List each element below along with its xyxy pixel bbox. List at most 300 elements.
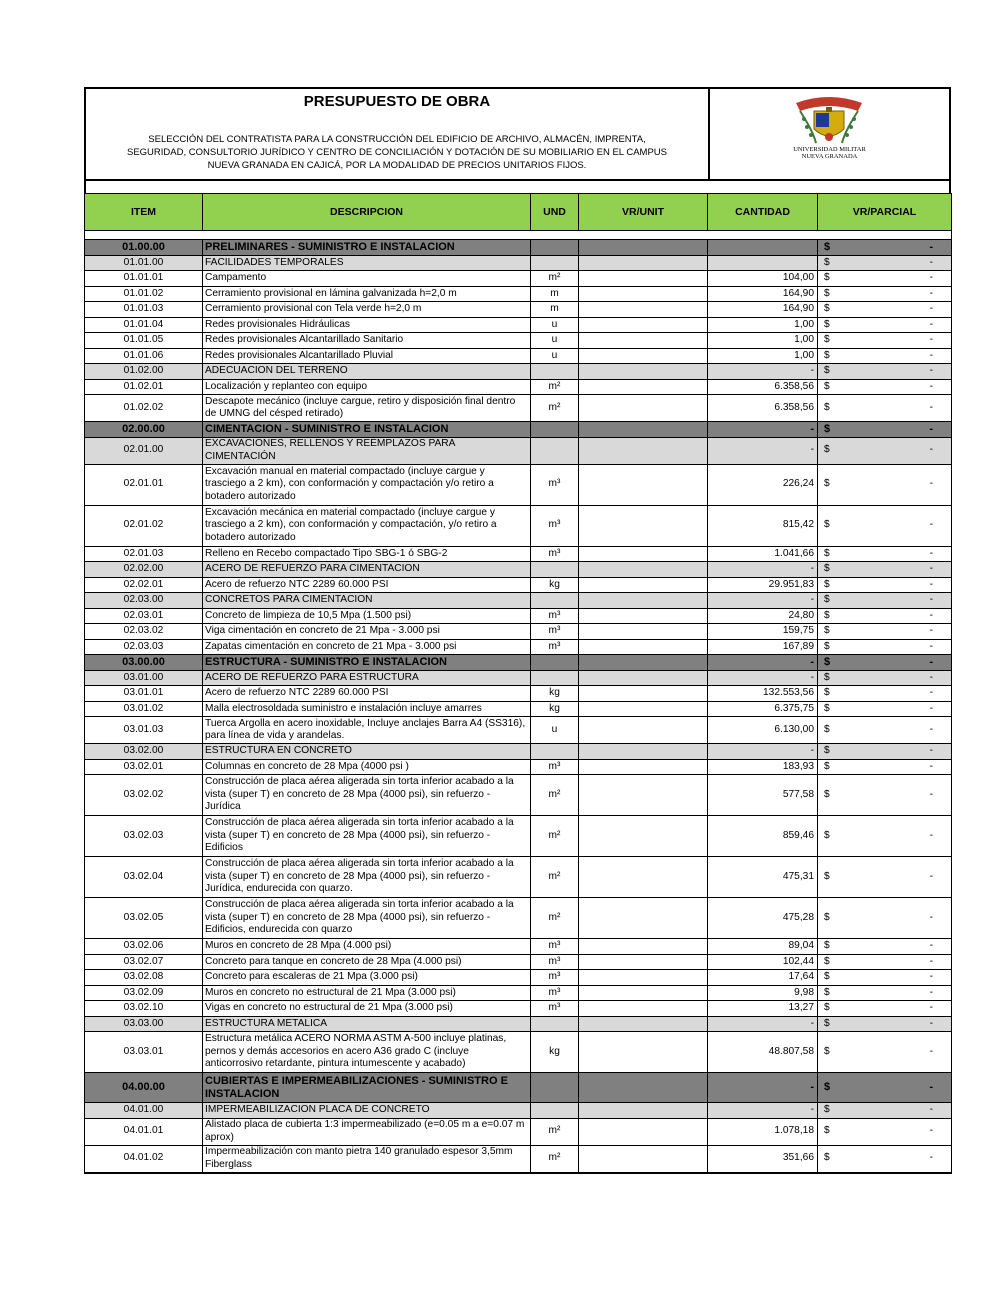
row-quantity: 1,00	[708, 348, 818, 364]
row-description: CONCRETOS PARA CIMENTACION	[203, 593, 531, 609]
currency-symbol: $	[824, 687, 830, 698]
row-partial-value	[818, 954, 952, 970]
table-row	[85, 546, 952, 562]
currency-symbol: $	[824, 256, 830, 268]
row-partial-value	[818, 655, 952, 671]
row-description: ACERO DE REFUERZO PARA ESTRUCTURA	[203, 670, 531, 686]
partial-amount: -	[929, 1002, 933, 1013]
partial-amount: -	[929, 640, 933, 652]
partial-amount: -	[929, 318, 933, 330]
row-partial-value	[818, 333, 952, 349]
partial-amount: -	[929, 745, 933, 756]
row-quantity: 24,80	[708, 608, 818, 624]
row-quantity: 102,44	[708, 954, 818, 970]
row-unit-value	[579, 593, 708, 609]
row-description: Malla electrosoldada suministro e instalación incluye amarres	[203, 701, 531, 717]
currency-symbol: $	[824, 911, 830, 923]
row-unit-value	[579, 775, 708, 816]
row-item-code: 02.01.03	[85, 546, 203, 562]
currency-symbol: $	[824, 1017, 830, 1029]
partial-amount: -	[929, 1045, 933, 1057]
row-description: ADECUACION DEL TERRENO	[203, 364, 531, 380]
row-description: Redes provisionales Alcantarillado Pluvial	[203, 348, 531, 364]
row-partial-value	[818, 1073, 952, 1103]
currency-symbol: $	[824, 955, 830, 967]
row-description: Cerramiento provisional con Tela verde h=2,0 m	[203, 302, 531, 318]
row-unit: m³	[531, 624, 579, 640]
row-unit: m	[531, 302, 579, 318]
row-unit-value	[579, 857, 708, 898]
logo-line-2: NUEVA GRANADA	[801, 153, 858, 160]
table-row	[85, 985, 952, 1001]
row-description: Cerramiento provisional en lámina galvanizada h=2,0 m	[203, 286, 531, 302]
row-description: EXCAVACIONES, RELLENOS Y REEMPLAZOS PARA CIMENTACIÓN	[203, 437, 531, 464]
column-header-unit: UND	[531, 194, 579, 231]
row-partial-value	[818, 1032, 952, 1073]
partial-amount: -	[929, 349, 933, 361]
row-description: Relleno en Recebo compactado Tipo SBG-1 ó SBG-2	[203, 546, 531, 562]
table-row	[85, 1016, 952, 1032]
row-quantity: -	[708, 744, 818, 760]
partial-amount: -	[929, 401, 933, 413]
row-item-code: 02.01.02	[85, 505, 203, 546]
row-quantity: 6.358,56	[708, 379, 818, 395]
row-unit: m²	[531, 816, 579, 857]
currency-symbol: $	[824, 986, 830, 998]
table-row	[85, 577, 952, 593]
row-description: ESTRUCTURA METALICA	[203, 1016, 531, 1032]
subtitle-line: NUEVA GRANADA EN CAJICÁ, POR LA MODALIDAD DE PRECIOS UNITARIOS FIJOS.	[207, 160, 587, 171]
row-partial-value	[818, 624, 952, 640]
header-gap-row	[85, 231, 952, 240]
budget-rows	[85, 240, 952, 1173]
currency-symbol: $	[824, 272, 830, 283]
row-item-code: 03.02.00	[85, 744, 203, 760]
partial-amount: -	[929, 256, 933, 268]
row-unit	[531, 437, 579, 464]
table-row	[85, 255, 952, 271]
row-quantity: 104,00	[708, 271, 818, 287]
row-partial-value	[818, 546, 952, 562]
row-item-code: 02.02.00	[85, 562, 203, 578]
row-description: Vigas en concreto no estructural de 21 Mpa (3.000 psi)	[203, 1001, 531, 1017]
currency-symbol: $	[824, 745, 830, 756]
row-description: Concreto para tanque en concreto de 28 Mpa (4.000 psi)	[203, 954, 531, 970]
row-unit	[531, 562, 579, 578]
currency-symbol: $	[824, 671, 830, 683]
row-partial-value	[818, 759, 952, 775]
row-unit: m²	[531, 857, 579, 898]
row-item-code: 02.03.02	[85, 624, 203, 640]
row-unit-value	[579, 1145, 708, 1173]
row-partial-value	[818, 255, 952, 271]
row-unit: u	[531, 333, 579, 349]
row-unit	[531, 670, 579, 686]
budget-sheet	[84, 87, 951, 1174]
header-spacer	[84, 181, 951, 193]
table-row	[85, 562, 952, 578]
row-description: Alistado placa de cubierta 1:3 impermeabilizado (e=0.05 m a e=0.07 m aprox)	[203, 1118, 531, 1145]
row-quantity: 351,66	[708, 1145, 818, 1173]
row-item-code: 01.01.00	[85, 255, 203, 271]
partial-amount: -	[929, 423, 933, 435]
row-quantity	[708, 255, 818, 271]
row-partial-value	[818, 422, 952, 438]
row-unit	[531, 364, 579, 380]
partial-amount: -	[929, 609, 933, 621]
currency-symbol: $	[824, 594, 830, 605]
partial-amount: -	[929, 1125, 933, 1137]
row-unit-value	[579, 1032, 708, 1073]
partial-amount: -	[929, 380, 933, 392]
table-row	[85, 395, 952, 422]
currency-symbol: $	[824, 609, 830, 621]
row-item-code: 03.02.01	[85, 759, 203, 775]
row-description: IMPERMEABILIZACION PLACA DE CONCRETO	[203, 1103, 531, 1119]
row-quantity: 1.041,66	[708, 546, 818, 562]
row-unit-value	[579, 317, 708, 333]
partial-amount: -	[929, 702, 933, 714]
table-row	[85, 655, 952, 671]
document-subtitle	[92, 133, 702, 172]
row-item-code: 03.02.07	[85, 954, 203, 970]
partial-amount: -	[929, 1017, 933, 1029]
row-unit: m²	[531, 775, 579, 816]
currency-symbol: $	[824, 1152, 830, 1164]
table-row	[85, 364, 952, 380]
row-item-code: 04.01.01	[85, 1118, 203, 1145]
row-partial-value	[818, 970, 952, 986]
row-partial-value	[818, 701, 952, 717]
table-row	[85, 593, 952, 609]
row-unit: kg	[531, 701, 579, 717]
currency-symbol: $	[824, 519, 830, 531]
row-partial-value	[818, 639, 952, 655]
row-unit	[531, 744, 579, 760]
row-description: Excavación manual en material compactado (incluye cargue y trasciego a 2 km), con conformación y compactación y/o retiro a botadero autorizado	[203, 464, 531, 505]
row-unit-value	[579, 717, 708, 744]
row-description: Localización y replanteo con equipo	[203, 379, 531, 395]
row-partial-value	[818, 562, 952, 578]
row-item-code: 04.00.00	[85, 1073, 203, 1103]
table-row	[85, 954, 952, 970]
row-unit: m³	[531, 1001, 579, 1017]
currency-symbol: $	[824, 640, 830, 652]
row-quantity: 6.375,75	[708, 701, 818, 717]
table-header-row	[85, 194, 952, 231]
row-unit: m³	[531, 608, 579, 624]
row-unit	[531, 255, 579, 271]
currency-symbol: $	[824, 1045, 830, 1057]
partial-amount: -	[929, 940, 933, 951]
partial-amount: -	[929, 723, 933, 735]
row-unit-value	[579, 1073, 708, 1103]
partial-amount: -	[929, 547, 933, 559]
row-partial-value	[818, 686, 952, 702]
table-row	[85, 1103, 952, 1119]
row-quantity: -	[708, 1016, 818, 1032]
row-unit: m²	[531, 898, 579, 939]
row-unit: m	[531, 286, 579, 302]
partial-amount: -	[929, 444, 933, 456]
row-unit: m³	[531, 759, 579, 775]
row-partial-value	[818, 593, 952, 609]
row-unit: kg	[531, 577, 579, 593]
row-unit	[531, 655, 579, 671]
row-quantity: -	[708, 1103, 818, 1119]
row-unit: u	[531, 317, 579, 333]
currency-symbol: $	[824, 303, 830, 314]
row-item-code: 02.01.00	[85, 437, 203, 464]
row-item-code: 01.01.02	[85, 286, 203, 302]
row-description: Concreto para escaleras de 21 Mpa (3.000 psi)	[203, 970, 531, 986]
row-quantity: 164,90	[708, 286, 818, 302]
table-row	[85, 1032, 952, 1073]
row-description: Acero de refuerzo NTC 2289 60.000 PSI	[203, 686, 531, 702]
row-description: ACERO DE REFUERZO PARA CIMENTACION	[203, 562, 531, 578]
row-description: Concreto de limpieza de 10,5 Mpa (1.500 psi)	[203, 608, 531, 624]
row-quantity: 6.358,56	[708, 395, 818, 422]
partial-amount: -	[929, 870, 933, 882]
table-row	[85, 464, 952, 505]
subtitle-line: SELECCIÓN DEL CONTRATISTA PARA LA CONSTRUCCIÓN DEL EDIFICIO DE ARCHIVO, ALMACÉN, IMPRENTA,	[148, 134, 646, 145]
table-row	[85, 379, 952, 395]
table-row	[85, 670, 952, 686]
row-quantity: 89,04	[708, 939, 818, 955]
row-unit	[531, 593, 579, 609]
table-row	[85, 1073, 952, 1103]
row-unit-value	[579, 422, 708, 438]
currency-symbol: $	[824, 478, 830, 490]
row-quantity: -	[708, 655, 818, 671]
row-description: Excavación mecánica en material compactado (incluye cargue y trasciego a 2 km), con conformación y compactación, y/o retiro a botadero autorizado	[203, 505, 531, 546]
partial-amount: -	[929, 625, 933, 636]
row-description: Impermeabilización con manto pietra 140 granulado espesor 3,5mm Fiberglass	[203, 1145, 531, 1173]
row-partial-value	[818, 775, 952, 816]
table-row	[85, 639, 952, 655]
partial-amount: -	[929, 519, 933, 531]
row-unit	[531, 1103, 579, 1119]
partial-amount: -	[929, 272, 933, 283]
row-description: Muros en concreto de 28 Mpa (4.000 psi)	[203, 939, 531, 955]
column-header-partial-value: VR/PARCIAL	[818, 194, 952, 231]
currency-symbol: $	[824, 829, 830, 841]
row-item-code: 02.01.01	[85, 464, 203, 505]
row-item-code: 01.01.06	[85, 348, 203, 364]
table-row	[85, 816, 952, 857]
row-description: CIMENTACION - SUMINISTRO E INSTALACION	[203, 422, 531, 438]
row-description: CUBIERTAS E IMPERMEABILIZACIONES - SUMINISTRO E INSTALACION	[203, 1073, 531, 1103]
table-row	[85, 348, 952, 364]
partial-amount: -	[929, 365, 933, 376]
row-quantity: 1,00	[708, 317, 818, 333]
row-partial-value	[818, 898, 952, 939]
row-item-code: 01.01.05	[85, 333, 203, 349]
row-item-code: 03.03.00	[85, 1016, 203, 1032]
currency-symbol: $	[824, 287, 830, 299]
row-unit-value	[579, 464, 708, 505]
row-item-code: 03.01.03	[85, 717, 203, 744]
currency-symbol: $	[824, 723, 830, 735]
row-unit: m³	[531, 985, 579, 1001]
table-row	[85, 505, 952, 546]
row-partial-value	[818, 939, 952, 955]
row-unit: m³	[531, 546, 579, 562]
row-unit-value	[579, 437, 708, 464]
row-quantity: 475,31	[708, 857, 818, 898]
row-unit-value	[579, 655, 708, 671]
row-quantity: -	[708, 593, 818, 609]
partial-amount: -	[929, 578, 933, 590]
row-unit: m²	[531, 395, 579, 422]
table-row	[85, 271, 952, 287]
partial-amount: -	[929, 687, 933, 698]
row-description: ESTRUCTURA EN CONCRETO	[203, 744, 531, 760]
currency-symbol: $	[824, 1104, 830, 1115]
row-description: Construcción de placa aérea aligerada sin torta inferior acabado a la vista (super T) en concreto de 28 Mpa (4000 psi), sin refuerzo - Jurídica, endurecida con quarzo.	[203, 857, 531, 898]
currency-symbol: $	[824, 578, 830, 590]
row-description: PRELIMINARES - SUMINISTRO E INSTALACION	[203, 240, 531, 256]
row-unit-value	[579, 970, 708, 986]
currency-symbol: $	[824, 940, 830, 951]
partial-amount: -	[929, 986, 933, 998]
currency-symbol: $	[824, 334, 830, 345]
row-unit-value	[579, 302, 708, 318]
row-description: ESTRUCTURA - SUMINISTRO E INSTALACION	[203, 655, 531, 671]
column-header-item: ITEM	[85, 194, 203, 231]
row-item-code: 03.02.04	[85, 857, 203, 898]
row-quantity: 475,28	[708, 898, 818, 939]
table-row	[85, 775, 952, 816]
table-row	[85, 744, 952, 760]
table-row	[85, 857, 952, 898]
row-partial-value	[818, 670, 952, 686]
partial-amount: -	[929, 478, 933, 490]
row-description: Redes provisionales Hidráulicas	[203, 317, 531, 333]
row-item-code: 03.02.05	[85, 898, 203, 939]
header-text-block	[86, 89, 710, 179]
row-unit: m²	[531, 1118, 579, 1145]
row-item-code: 03.01.01	[85, 686, 203, 702]
logo-line-1: UNIVERSIDAD MILITAR	[793, 146, 866, 153]
partial-amount: -	[929, 760, 933, 772]
row-partial-value	[818, 1103, 952, 1119]
row-unit-value	[579, 505, 708, 546]
partial-amount: -	[929, 971, 933, 982]
row-item-code: 02.03.03	[85, 639, 203, 655]
table-row	[85, 422, 952, 438]
partial-amount: -	[929, 788, 933, 800]
row-item-code: 02.00.00	[85, 422, 203, 438]
row-quantity: 1.078,18	[708, 1118, 818, 1145]
row-item-code: 03.02.02	[85, 775, 203, 816]
row-unit-value	[579, 255, 708, 271]
row-unit: m³	[531, 639, 579, 655]
table-row	[85, 286, 952, 302]
row-quantity: 17,64	[708, 970, 818, 986]
currency-symbol: $	[824, 547, 830, 559]
row-unit-value	[579, 1118, 708, 1145]
row-unit: u	[531, 717, 579, 744]
row-unit: m³	[531, 939, 579, 955]
row-item-code: 01.01.04	[85, 317, 203, 333]
partial-amount: -	[929, 334, 933, 345]
row-unit-value	[579, 577, 708, 593]
row-partial-value	[818, 1016, 952, 1032]
row-description: FACILIDADES TEMPORALES	[203, 255, 531, 271]
currency-symbol: $	[824, 1002, 830, 1013]
row-description: Acero de refuerzo NTC 2289 60.000 PSI	[203, 577, 531, 593]
row-partial-value	[818, 985, 952, 1001]
row-partial-value	[818, 577, 952, 593]
currency-symbol: $	[824, 870, 830, 882]
currency-symbol: $	[824, 365, 830, 376]
row-partial-value	[818, 317, 952, 333]
currency-symbol: $	[824, 702, 830, 714]
row-item-code: 01.02.00	[85, 364, 203, 380]
budget-table	[84, 193, 952, 1174]
row-quantity	[708, 240, 818, 256]
row-unit-value	[579, 939, 708, 955]
currency-symbol: $	[824, 1081, 831, 1094]
row-unit: kg	[531, 1032, 579, 1073]
row-partial-value	[818, 240, 952, 256]
row-unit: m²	[531, 1145, 579, 1173]
column-header-unit-value: VR/UNIT	[579, 194, 708, 231]
row-description: Zapatas cimentación en concreto de 21 Mpa - 3.000 psi	[203, 639, 531, 655]
row-partial-value	[818, 364, 952, 380]
table-row	[85, 608, 952, 624]
row-partial-value	[818, 395, 952, 422]
table-row	[85, 898, 952, 939]
row-unit-value	[579, 333, 708, 349]
row-quantity: 183,93	[708, 759, 818, 775]
row-quantity: 226,24	[708, 464, 818, 505]
table-row	[85, 701, 952, 717]
row-item-code: 04.01.00	[85, 1103, 203, 1119]
row-description: Estructura metálica ACERO NORMA ASTM A-500 incluye platinas, pernos y demás accesorios en acero A36 grado C (incluye anticorrosivo retardante, pintura intumescente y acabado)	[203, 1032, 531, 1073]
row-partial-value	[818, 744, 952, 760]
row-item-code: 01.02.01	[85, 379, 203, 395]
row-quantity: 159,75	[708, 624, 818, 640]
row-quantity: -	[708, 1073, 818, 1103]
row-partial-value	[818, 608, 952, 624]
row-item-code: 02.02.01	[85, 577, 203, 593]
row-unit-value	[579, 744, 708, 760]
column-header-description: DESCRIPCION	[203, 194, 531, 231]
row-quantity: 859,46	[708, 816, 818, 857]
row-unit-value	[579, 759, 708, 775]
row-item-code: 03.03.01	[85, 1032, 203, 1073]
partial-amount: -	[929, 1152, 933, 1164]
row-unit-value	[579, 364, 708, 380]
table-row	[85, 717, 952, 744]
table-row	[85, 302, 952, 318]
row-quantity: 48.807,58	[708, 1032, 818, 1073]
partial-amount: -	[929, 671, 933, 683]
row-description: Descapote mecánico (incluye cargue, retiro y disposición final dentro de UMNG del césped retirado)	[203, 395, 531, 422]
row-partial-value	[818, 286, 952, 302]
row-quantity: 1,00	[708, 333, 818, 349]
currency-symbol: $	[824, 656, 831, 668]
table-row	[85, 1118, 952, 1145]
row-quantity: 6.130,00	[708, 717, 818, 744]
row-item-code: 01.01.03	[85, 302, 203, 318]
currency-symbol: $	[824, 625, 830, 636]
row-description: Tuerca Argolla en acero inoxidable, Incluye anclajes Barra A4 (SS316), para línea de vida y arandelas.	[203, 717, 531, 744]
document-header	[84, 87, 951, 181]
table-row	[85, 970, 952, 986]
